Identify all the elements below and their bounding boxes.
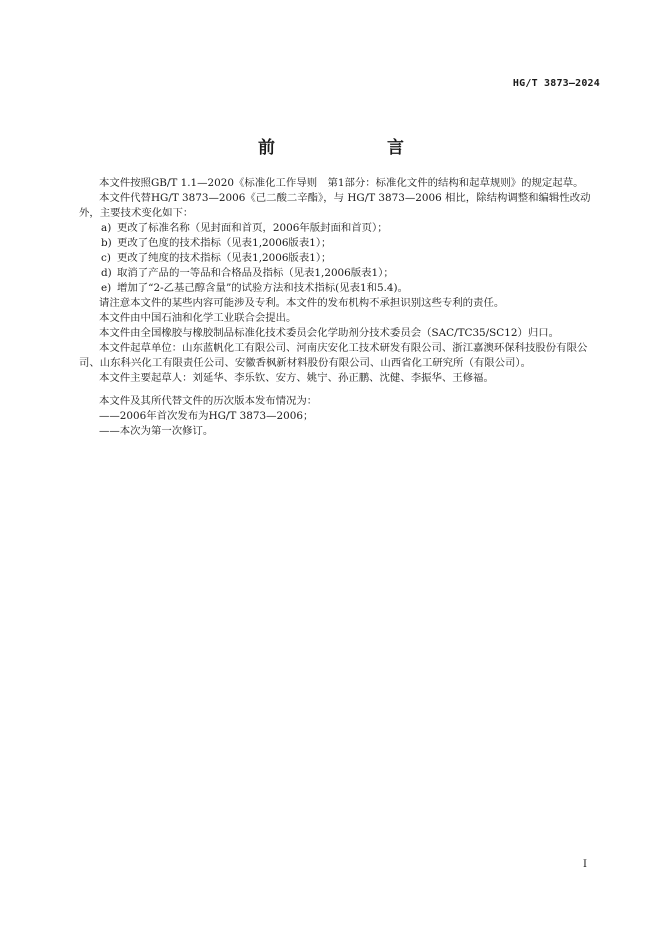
change-item-label: e) — [101, 282, 112, 294]
spacer — [79, 386, 599, 394]
paragraph-history-intro: 本文件及其所代替文件的历次版本发布情况为： — [99, 395, 318, 407]
history-item: ——2006年首次发布为HG/T 3873—2006； — [99, 410, 314, 422]
paragraph-drafters: 本文件主要起草人：刘延华、李乐钦、安方、姚宁、孙正鹏、沈健、李振华、王修福。 — [99, 372, 494, 384]
paragraph-drafting-units: 本文件起草单位：山东蓝帆化工有限公司、河南庆安化工技术研发有限公司、浙江嘉澳环保科技股份有限公司、山东科兴化工有限责任公司、安徽香枫新材料股份有限公司、山西省化工研究所（有限公司）。 — [79, 342, 588, 369]
foreword-body — [79, 176, 599, 439]
paragraph-committee: 本文件由全国橡胶与橡胶制品标准化技术委员会化学助剂分技术委员会（SAC/TC35/SC12）归口。 — [99, 327, 560, 339]
change-item — [79, 266, 599, 281]
document-id: HG/T 3873—2024 — [512, 78, 600, 89]
section-title: 前 言 — [258, 138, 430, 158]
change-item-text: 增加了“2-乙基己醇含量”的试验方法和技术指标(见表1和5.4)。 — [117, 282, 408, 294]
paragraph-patent-notice: 请注意本文件的某些内容可能涉及专利。本文件的发布机构不承担识别这些专利的责任。 — [99, 297, 505, 309]
change-item-label: a) — [101, 222, 112, 234]
change-item — [79, 221, 599, 236]
paragraph-replacement: 本文件代替HG/T 3873—2006《己二酸二辛酯》，与 HG/T 3873—2006 相比，除结构调整和编辑性改动外，主要技术变化如下： — [79, 192, 591, 219]
change-item-label: d) — [101, 267, 112, 279]
change-item-text: 更改了纯度的技术指标（见表1,2006版表1）； — [117, 252, 332, 264]
paragraph-drafting-rules: 本文件按照GB/T 1.1—2020《标准化工作导则 第1部分：标准化文件的结构和起草规则》的规定起草。 — [99, 177, 584, 189]
change-item-text: 更改了标准名称（见封面和首页，2006年版封面和首页）； — [117, 222, 388, 234]
change-item-label: b) — [101, 237, 112, 249]
change-item-text: 更改了色度的技术指标（见表1,2006版表1）； — [117, 237, 332, 249]
history-item: ——本次为第一次修订。 — [99, 425, 214, 437]
change-item — [79, 251, 599, 266]
change-item-label: c) — [101, 252, 111, 264]
change-item — [79, 281, 599, 296]
change-item — [79, 236, 599, 251]
paragraph-proposer: 本文件由中国石油和化学工业联合会提出。 — [99, 312, 297, 324]
change-item-text: 取消了产品的一等品和合格品及指标（见表1,2006版表1）； — [117, 267, 394, 279]
page-number: I — [583, 859, 587, 870]
